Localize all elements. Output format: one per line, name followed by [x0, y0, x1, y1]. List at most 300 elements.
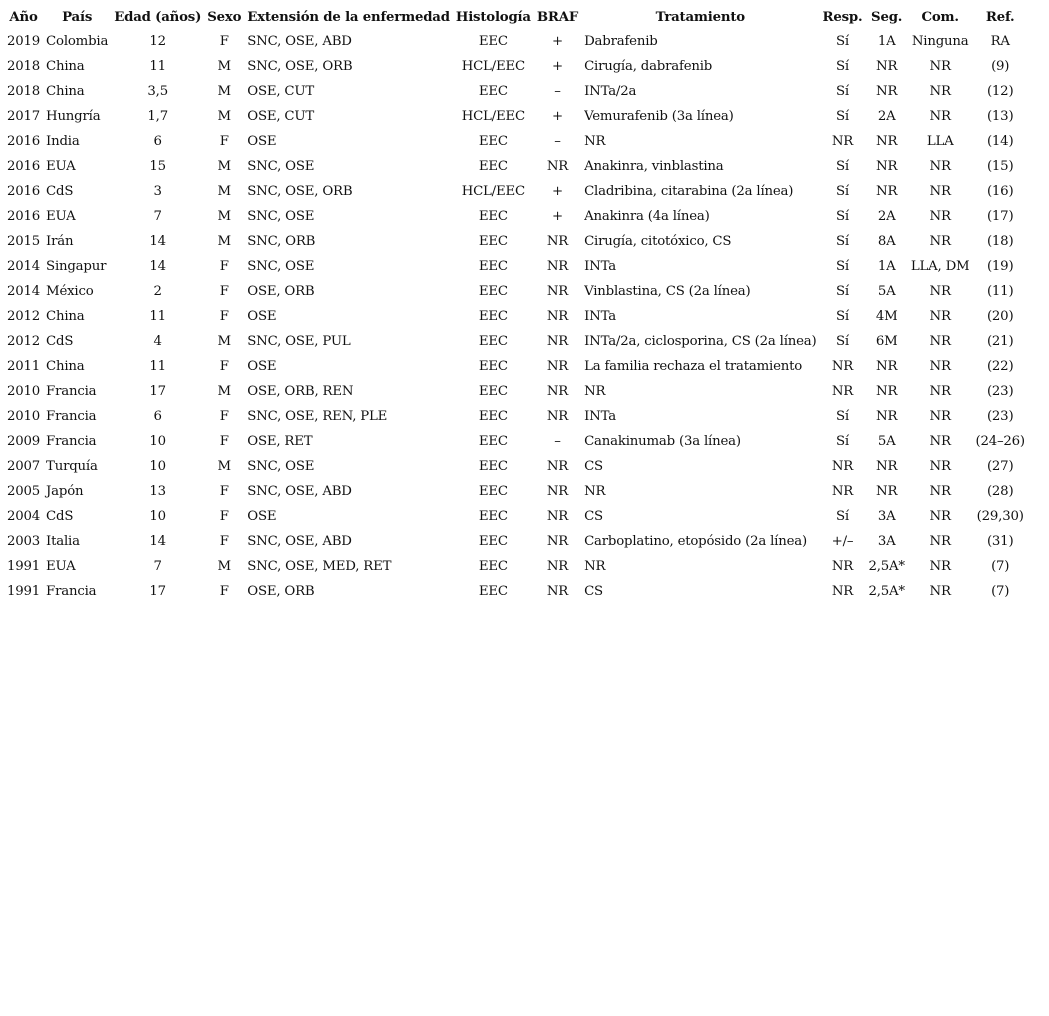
cell-treatment: NR	[584, 384, 606, 399]
cell-country: Japón	[46, 484, 84, 499]
cell-braf: NR	[546, 509, 569, 524]
cell-followup: NR	[876, 184, 898, 199]
cell-sex: F	[219, 359, 229, 374]
cell-country: China	[46, 309, 85, 324]
cell-extent: OSE	[247, 134, 277, 149]
cell-response: Sí	[836, 109, 849, 124]
cell-reference: (20)	[986, 309, 1014, 324]
cell-treatment: INTa/2a	[584, 84, 637, 99]
cell-treatment: La familia rechaza el tratamiento	[584, 359, 803, 374]
cell-response: NR	[831, 359, 854, 374]
table-row	[4, 354, 1028, 379]
cell-braf: NR	[546, 259, 569, 274]
cell-sex: M	[217, 209, 231, 224]
cell-year: 2012	[7, 334, 41, 349]
cell-country: China	[46, 84, 85, 99]
cell-braf: –	[554, 134, 561, 149]
header-row	[4, 5, 1028, 29]
cell-treatment: INTa	[584, 309, 616, 324]
cell-followup: NR	[876, 409, 898, 424]
cell-histology: EEC	[478, 209, 508, 224]
cell-response: NR	[831, 584, 854, 599]
cell-response: NR	[831, 384, 854, 399]
cell-followup: 2A	[877, 109, 896, 124]
cell-year: 2016	[7, 134, 41, 149]
cell-age: 15	[149, 159, 166, 174]
cell-histology: EEC	[478, 159, 508, 174]
cell-braf: NR	[546, 159, 569, 174]
cell-country: Turquía	[46, 459, 98, 474]
cell-country: Francia	[46, 584, 97, 599]
cell-followup: NR	[876, 484, 898, 499]
cell-country: China	[46, 359, 85, 374]
cell-treatment: Dabrafenib	[584, 34, 658, 49]
cell-response: Sí	[836, 309, 849, 324]
cell-histology: EEC	[478, 409, 508, 424]
cell-followup: NR	[876, 159, 898, 174]
cell-age: 12	[149, 34, 166, 49]
header-histology: Histología	[455, 9, 531, 25]
cell-extent: SNC, OSE, MED, RET	[247, 559, 392, 574]
cell-sex: M	[217, 184, 231, 199]
cell-treatment: Carboplatino, etopósido (2a línea)	[584, 534, 807, 549]
cell-reference: (24–26)	[975, 434, 1025, 449]
cell-country: Francia	[46, 384, 97, 399]
cell-age: 7	[153, 559, 162, 574]
cell-extent: OSE, ORB	[247, 584, 315, 599]
cell-response: Sí	[836, 234, 849, 249]
cell-year: 2010	[7, 409, 41, 424]
cell-comorbidity: NR	[929, 409, 951, 424]
cell-extent: OSE, CUT	[247, 109, 315, 124]
cell-braf: NR	[546, 534, 569, 549]
cell-age: 11	[149, 359, 166, 374]
cell-sex: F	[219, 259, 229, 274]
cell-country: Irán	[46, 234, 74, 249]
cell-year: 2011	[7, 359, 41, 374]
cell-followup: NR	[876, 459, 898, 474]
cell-country: Francia	[46, 409, 97, 424]
cell-age: 3,5	[147, 84, 168, 99]
cell-year: 2012	[7, 309, 41, 324]
cell-histology: EEC	[478, 334, 508, 349]
cell-braf: NR	[546, 459, 569, 474]
cell-comorbidity: NR	[929, 484, 951, 499]
cell-response: Sí	[836, 284, 849, 299]
table-row	[4, 129, 1028, 154]
cell-treatment: NR	[584, 484, 606, 499]
cell-followup: NR	[876, 134, 898, 149]
cell-followup: 1A	[877, 34, 896, 49]
cell-treatment: Vinblastina, CS (2a línea)	[584, 284, 751, 299]
cell-reference: (17)	[986, 209, 1014, 224]
cell-treatment: Cladribina, citarabina (2a línea)	[584, 184, 794, 199]
cell-age: 7	[153, 209, 162, 224]
cell-treatment: Cirugía, citotóxico, CS	[584, 234, 732, 249]
header-sex: Sexo	[207, 9, 242, 25]
cell-year: 1991	[7, 559, 41, 574]
cell-reference: (29,30)	[976, 509, 1024, 524]
cell-country: Colombia	[46, 34, 109, 49]
cell-treatment: Canakinumab (3a línea)	[584, 434, 741, 449]
cell-braf: –	[554, 434, 561, 449]
table-row	[4, 404, 1028, 429]
cell-extent: SNC, OSE	[247, 159, 315, 174]
cell-histology: HCL/EEC	[461, 184, 525, 199]
cell-response: Sí	[836, 84, 849, 99]
table-body	[4, 29, 1028, 604]
cell-country: EUA	[46, 159, 76, 174]
cell-response: Sí	[836, 434, 849, 449]
cell-comorbidity: NR	[929, 534, 951, 549]
cell-followup: NR	[876, 384, 898, 399]
cell-year: 2009	[7, 434, 41, 449]
cell-histology: HCL/EEC	[461, 59, 525, 74]
cell-followup: 8A	[877, 234, 896, 249]
cell-reference: (16)	[986, 184, 1014, 199]
cell-treatment: INTa/2a, ciclosporina, CS (2a línea)	[584, 334, 817, 349]
cell-age: 17	[149, 584, 166, 599]
cell-comorbidity: Ninguna	[911, 34, 969, 49]
cell-treatment: CS	[584, 584, 603, 599]
cell-response: Sí	[836, 409, 849, 424]
cell-followup: 5A	[877, 434, 896, 449]
cell-extent: OSE, RET	[247, 434, 313, 449]
cell-comorbidity: LLA, DM	[910, 259, 970, 274]
cell-age: 10	[149, 434, 166, 449]
cell-extent: OSE, ORB, REN	[247, 384, 354, 399]
cell-braf: NR	[546, 409, 569, 424]
cell-comorbidity: NR	[929, 359, 951, 374]
cell-extent: OSE	[247, 359, 277, 374]
table-row	[4, 379, 1028, 404]
cell-sex: F	[219, 434, 229, 449]
cell-treatment: Anakinra, vinblastina	[584, 159, 724, 174]
cell-histology: EEC	[478, 434, 508, 449]
cell-histology: EEC	[478, 509, 508, 524]
cell-year: 2003	[7, 534, 41, 549]
table-row	[4, 554, 1028, 579]
cell-response: NR	[831, 484, 854, 499]
table-row	[4, 454, 1028, 479]
cell-year: 2016	[7, 209, 41, 224]
cell-response: Sí	[836, 184, 849, 199]
cell-country: CdS	[46, 334, 74, 349]
cell-comorbidity: NR	[929, 309, 951, 324]
cell-country: México	[46, 284, 94, 299]
cell-response: NR	[831, 559, 854, 574]
header-response: Resp.	[822, 9, 863, 25]
cell-year: 2018	[7, 84, 41, 99]
cell-year: 2017	[7, 109, 41, 124]
cell-sex: F	[219, 309, 229, 324]
cell-braf: NR	[546, 359, 569, 374]
cell-followup: 5A	[877, 284, 896, 299]
cell-reference: (7)	[991, 559, 1010, 574]
cell-histology: EEC	[478, 309, 508, 324]
cell-comorbidity: NR	[929, 384, 951, 399]
cell-reference: (7)	[991, 584, 1010, 599]
cell-followup: 3A	[877, 509, 896, 524]
cell-comorbidity: NR	[929, 584, 951, 599]
cell-treatment: Vemurafenib (3a línea)	[584, 109, 734, 124]
cell-treatment: NR	[584, 134, 606, 149]
cell-reference: (28)	[986, 484, 1014, 499]
cell-sex: F	[219, 409, 229, 424]
cell-sex: F	[219, 134, 229, 149]
cell-sex: M	[217, 159, 231, 174]
cell-braf: NR	[546, 334, 569, 349]
header-extent: Extensión de la enfermedad	[247, 9, 450, 25]
cell-followup: 6M	[875, 334, 898, 349]
table-row	[4, 79, 1028, 104]
cell-followup: NR	[876, 359, 898, 374]
cell-age: 1,7	[147, 109, 168, 124]
table-row	[4, 254, 1028, 279]
cell-followup: NR	[876, 84, 898, 99]
table-row	[4, 279, 1028, 304]
cell-year: 2019	[7, 34, 41, 49]
cell-response: Sí	[836, 509, 849, 524]
cell-country: China	[46, 59, 85, 74]
cell-reference: (13)	[986, 109, 1014, 124]
cell-extent: SNC, OSE, ABD	[247, 534, 352, 549]
cell-age: 17	[149, 384, 166, 399]
cell-comorbidity: NR	[929, 459, 951, 474]
cell-reference: (11)	[986, 284, 1014, 299]
cell-extent: SNC, OSE	[247, 459, 315, 474]
cell-comorbidity: NR	[929, 84, 951, 99]
cell-histology: EEC	[478, 559, 508, 574]
cell-followup: 2A	[877, 209, 896, 224]
cell-extent: OSE, ORB	[247, 284, 315, 299]
cell-extent: SNC, OSE, ABD	[247, 34, 352, 49]
cell-comorbidity: LLA	[926, 134, 954, 149]
cell-extent: OSE, CUT	[247, 84, 315, 99]
table-row	[4, 29, 1028, 54]
cell-braf: NR	[546, 559, 569, 574]
cell-comorbidity: NR	[929, 284, 951, 299]
cell-extent: SNC, OSE	[247, 209, 315, 224]
cell-reference: (14)	[986, 134, 1014, 149]
cell-braf: NR	[546, 584, 569, 599]
cell-treatment: Cirugía, dabrafenib	[584, 59, 713, 74]
table-row	[4, 504, 1028, 529]
cell-year: 2007	[7, 459, 41, 474]
cell-braf: +	[551, 209, 563, 224]
cell-comorbidity: NR	[929, 509, 951, 524]
cell-year: 2016	[7, 159, 41, 174]
cell-year: 2015	[7, 234, 41, 249]
cell-sex: M	[217, 84, 231, 99]
cell-comorbidity: NR	[929, 559, 951, 574]
cell-braf: NR	[546, 234, 569, 249]
cell-comorbidity: NR	[929, 109, 951, 124]
cell-braf: NR	[546, 484, 569, 499]
cell-braf: +	[551, 59, 563, 74]
cell-age: 11	[149, 309, 166, 324]
cell-response: Sí	[836, 209, 849, 224]
cell-histology: EEC	[478, 134, 508, 149]
cell-year: 1991	[7, 584, 41, 599]
table-row	[4, 429, 1028, 454]
table-row	[4, 329, 1028, 354]
cell-treatment: CS	[584, 459, 603, 474]
header-age: Edad (años)	[114, 9, 202, 25]
header-year: Año	[9, 9, 38, 25]
cell-treatment: NR	[584, 559, 606, 574]
cell-response: Sí	[836, 59, 849, 74]
cell-reference: (12)	[986, 84, 1014, 99]
cell-sex: M	[217, 384, 231, 399]
cell-country: Singapur	[46, 259, 107, 274]
table-row	[4, 304, 1028, 329]
cell-followup: 2,5A*	[868, 584, 905, 599]
cell-treatment: INTa	[584, 259, 616, 274]
cell-reference: (31)	[986, 534, 1014, 549]
cell-age: 6	[153, 409, 162, 424]
cell-country: CdS	[46, 184, 74, 199]
cell-extent: SNC, OSE, ORB	[247, 184, 353, 199]
cell-country: India	[46, 134, 80, 149]
cell-country: CdS	[46, 509, 74, 524]
cell-response: Sí	[836, 259, 849, 274]
cell-age: 14	[149, 534, 166, 549]
cell-comorbidity: NR	[929, 159, 951, 174]
cell-sex: M	[217, 234, 231, 249]
header-treatment: Tratamiento	[655, 9, 745, 25]
table-row	[4, 229, 1028, 254]
cell-reference: (21)	[986, 334, 1014, 349]
cell-treatment: INTa	[584, 409, 616, 424]
cell-year: 2018	[7, 59, 41, 74]
cell-sex: F	[219, 484, 229, 499]
cell-followup: 1A	[877, 259, 896, 274]
cell-sex: F	[219, 584, 229, 599]
table-row	[4, 179, 1028, 204]
cell-sex: F	[219, 534, 229, 549]
header-followup: Seg.	[871, 9, 903, 25]
cell-histology: EEC	[478, 584, 508, 599]
cell-country: Italia	[46, 534, 80, 549]
cell-response: Sí	[836, 334, 849, 349]
cell-age: 10	[149, 509, 166, 524]
cell-histology: EEC	[478, 534, 508, 549]
cell-age: 14	[149, 259, 166, 274]
cell-response: NR	[831, 134, 854, 149]
cell-sex: F	[219, 509, 229, 524]
cell-year: 2016	[7, 184, 41, 199]
cell-reference: (27)	[986, 459, 1014, 474]
cell-extent: SNC, OSE, REN, PLE	[247, 409, 388, 424]
cell-year: 2014	[7, 284, 41, 299]
cell-braf: –	[554, 84, 561, 99]
cell-reference: (19)	[986, 259, 1014, 274]
cell-age: 2	[153, 284, 162, 299]
cell-histology: EEC	[478, 284, 508, 299]
cell-histology: HCL/EEC	[461, 109, 525, 124]
cell-histology: EEC	[478, 84, 508, 99]
cell-year: 2010	[7, 384, 41, 399]
cell-comorbidity: NR	[929, 59, 951, 74]
table-row	[4, 54, 1028, 79]
table-row	[4, 104, 1028, 129]
cell-age: 3	[153, 184, 162, 199]
table-row	[4, 529, 1028, 554]
cell-response: NR	[831, 459, 854, 474]
cell-response: Sí	[836, 159, 849, 174]
header-country: País	[62, 9, 93, 25]
cell-extent: SNC, OSE, ABD	[247, 484, 352, 499]
cell-followup: 4M	[875, 309, 898, 324]
cell-extent: OSE	[247, 509, 277, 524]
cell-age: 11	[149, 59, 166, 74]
cell-age: 4	[153, 334, 162, 349]
cell-response: Sí	[836, 34, 849, 49]
cell-country: EUA	[46, 559, 76, 574]
cell-reference: RA	[990, 34, 1010, 49]
cell-sex: F	[219, 34, 229, 49]
cell-sex: M	[217, 59, 231, 74]
cell-histology: EEC	[478, 459, 508, 474]
cell-extent: SNC, OSE	[247, 259, 315, 274]
cell-country: EUA	[46, 209, 76, 224]
cell-histology: EEC	[478, 34, 508, 49]
cell-age: 13	[149, 484, 166, 499]
cell-sex: M	[217, 334, 231, 349]
cell-comorbidity: NR	[929, 184, 951, 199]
cell-followup: 2,5A*	[868, 559, 905, 574]
header-braf: BRAF	[536, 9, 579, 25]
cell-reference: (22)	[986, 359, 1014, 374]
cell-extent: OSE	[247, 309, 277, 324]
cell-age: 10	[149, 459, 166, 474]
case-reports-table	[4, 5, 1028, 604]
table-header	[4, 5, 1028, 29]
cell-braf: +	[551, 184, 563, 199]
cell-age: 6	[153, 134, 162, 149]
cell-braf: NR	[546, 384, 569, 399]
cell-year: 2004	[7, 509, 41, 524]
cell-braf: NR	[546, 284, 569, 299]
cell-extent: SNC, OSE, PUL	[247, 334, 351, 349]
cell-braf: +	[551, 109, 563, 124]
cell-reference: (23)	[986, 384, 1014, 399]
header-comorbidity: Com.	[921, 9, 959, 25]
cell-braf: NR	[546, 309, 569, 324]
cell-histology: EEC	[478, 234, 508, 249]
cell-extent: SNC, ORB	[247, 234, 316, 249]
cell-response: +/–	[831, 534, 854, 549]
table-row	[4, 579, 1028, 604]
table-row	[4, 204, 1028, 229]
cell-followup: 3A	[877, 534, 896, 549]
cell-reference: (9)	[991, 59, 1010, 74]
table-row	[4, 479, 1028, 504]
cell-year: 2014	[7, 259, 41, 274]
cell-sex: F	[219, 284, 229, 299]
cell-reference: (18)	[986, 234, 1014, 249]
cell-sex: M	[217, 559, 231, 574]
cell-comorbidity: NR	[929, 434, 951, 449]
cell-comorbidity: NR	[929, 334, 951, 349]
cell-sex: M	[217, 459, 231, 474]
cell-extent: SNC, OSE, ORB	[247, 59, 353, 74]
cell-comorbidity: NR	[929, 234, 951, 249]
cell-age: 14	[149, 234, 166, 249]
cell-country: Hungría	[46, 109, 101, 124]
cell-histology: EEC	[478, 259, 508, 274]
